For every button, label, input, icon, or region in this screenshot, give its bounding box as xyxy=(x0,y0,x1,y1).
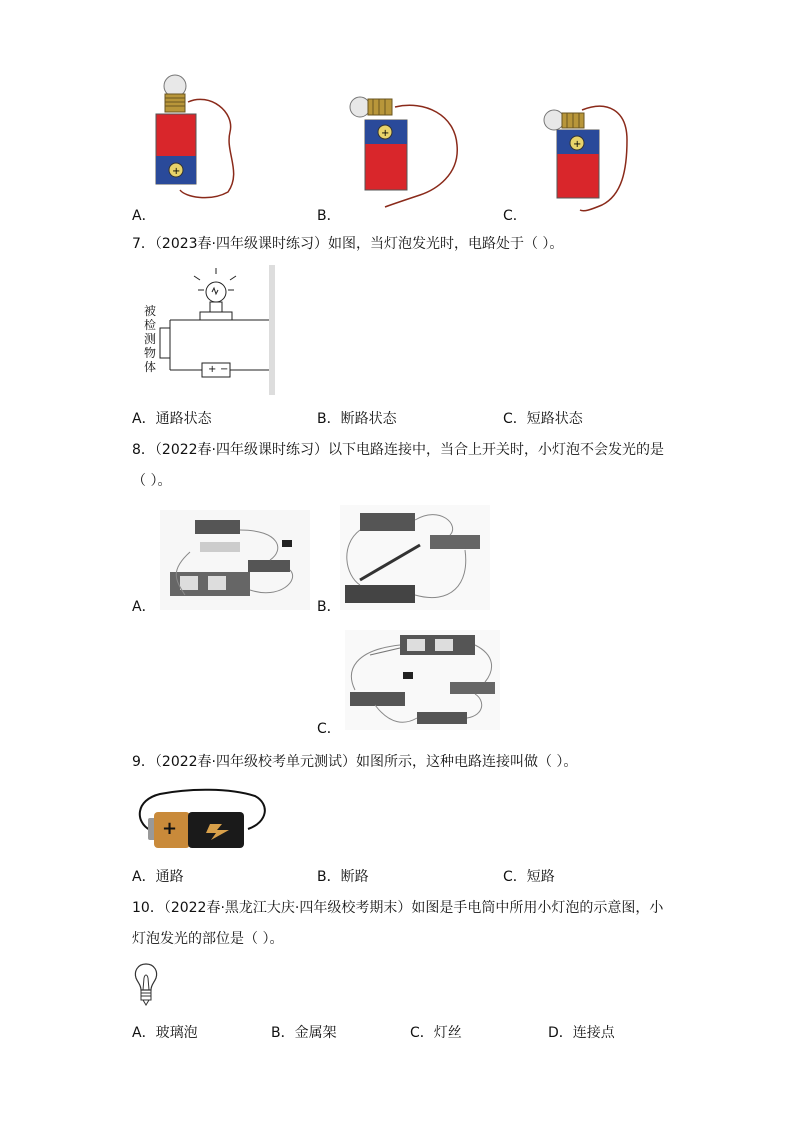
q6-option-a[interactable]: A． xyxy=(132,208,156,224)
q7-tested-object-label: 被 检 测 物 体 xyxy=(144,304,157,374)
q7-stem: 7．（2023春·四年级课时练习）如图，当灯泡发光时，电路处于（ ）。 xyxy=(132,236,564,252)
q7-battery-minus: − xyxy=(220,364,229,375)
q9-option-b[interactable]: B．断路 xyxy=(317,869,369,885)
q9-option-c[interactable]: C．短路 xyxy=(503,869,555,885)
q9-option-a[interactable]: A．通路 xyxy=(132,869,184,885)
q8-stem-line2: （ ）。 xyxy=(132,473,172,489)
q8-figure-c xyxy=(345,630,500,730)
svg-text:+: + xyxy=(381,128,390,139)
q6-option-b[interactable]: B． xyxy=(317,208,341,224)
q10-stem-line2: 灯泡发光的部位是（ ）。 xyxy=(132,931,284,947)
q7-option-b[interactable]: B．断路状态 xyxy=(317,411,397,427)
q6-option-c[interactable]: C． xyxy=(503,208,527,224)
svg-text:+: + xyxy=(573,139,582,150)
q8-option-b[interactable]: B． xyxy=(317,599,341,615)
q9-short-circuit-figure xyxy=(130,782,270,862)
q6-figure-a xyxy=(150,72,250,202)
q10-option-d[interactable]: D．连接点 xyxy=(548,1025,615,1041)
q7-option-c[interactable]: C．短路状态 xyxy=(503,411,583,427)
q10-option-b[interactable]: B．金属架 xyxy=(271,1025,337,1041)
q7-battery-plus: + xyxy=(208,364,217,375)
q8-option-a[interactable]: A． xyxy=(132,599,156,615)
q10-option-a[interactable]: A．玻璃泡 xyxy=(132,1025,198,1041)
q9-stem: 9．（2022春·四年级校考单元测试）如图所示，这种电路连接叫做（ ）。 xyxy=(132,754,578,770)
q9-battery-plus: + xyxy=(162,818,178,839)
q8-figure-b xyxy=(340,505,490,610)
q10-option-c[interactable]: C．灯丝 xyxy=(410,1025,462,1041)
q7-option-a[interactable]: A．通路状态 xyxy=(132,411,212,427)
q10-stem-line1: 10．（2022春·黑龙江大庆·四年级校考期末）如图是手电筒中所用小灯泡的示意图，小 xyxy=(132,900,664,916)
q6-figure-c xyxy=(542,100,642,215)
q7-circuit-figure xyxy=(130,262,280,398)
svg-text:+: + xyxy=(172,166,181,177)
q8-figure-a xyxy=(160,510,310,610)
q8-option-c[interactable]: C． xyxy=(317,721,341,737)
small-bulb-icon xyxy=(133,962,159,1008)
q6-figure-b xyxy=(345,95,465,215)
q8-stem-line1: 8．（2022春·四年级课时练习）以下电路连接中，当合上开关时，小灯泡不会发光的是 xyxy=(132,442,664,458)
